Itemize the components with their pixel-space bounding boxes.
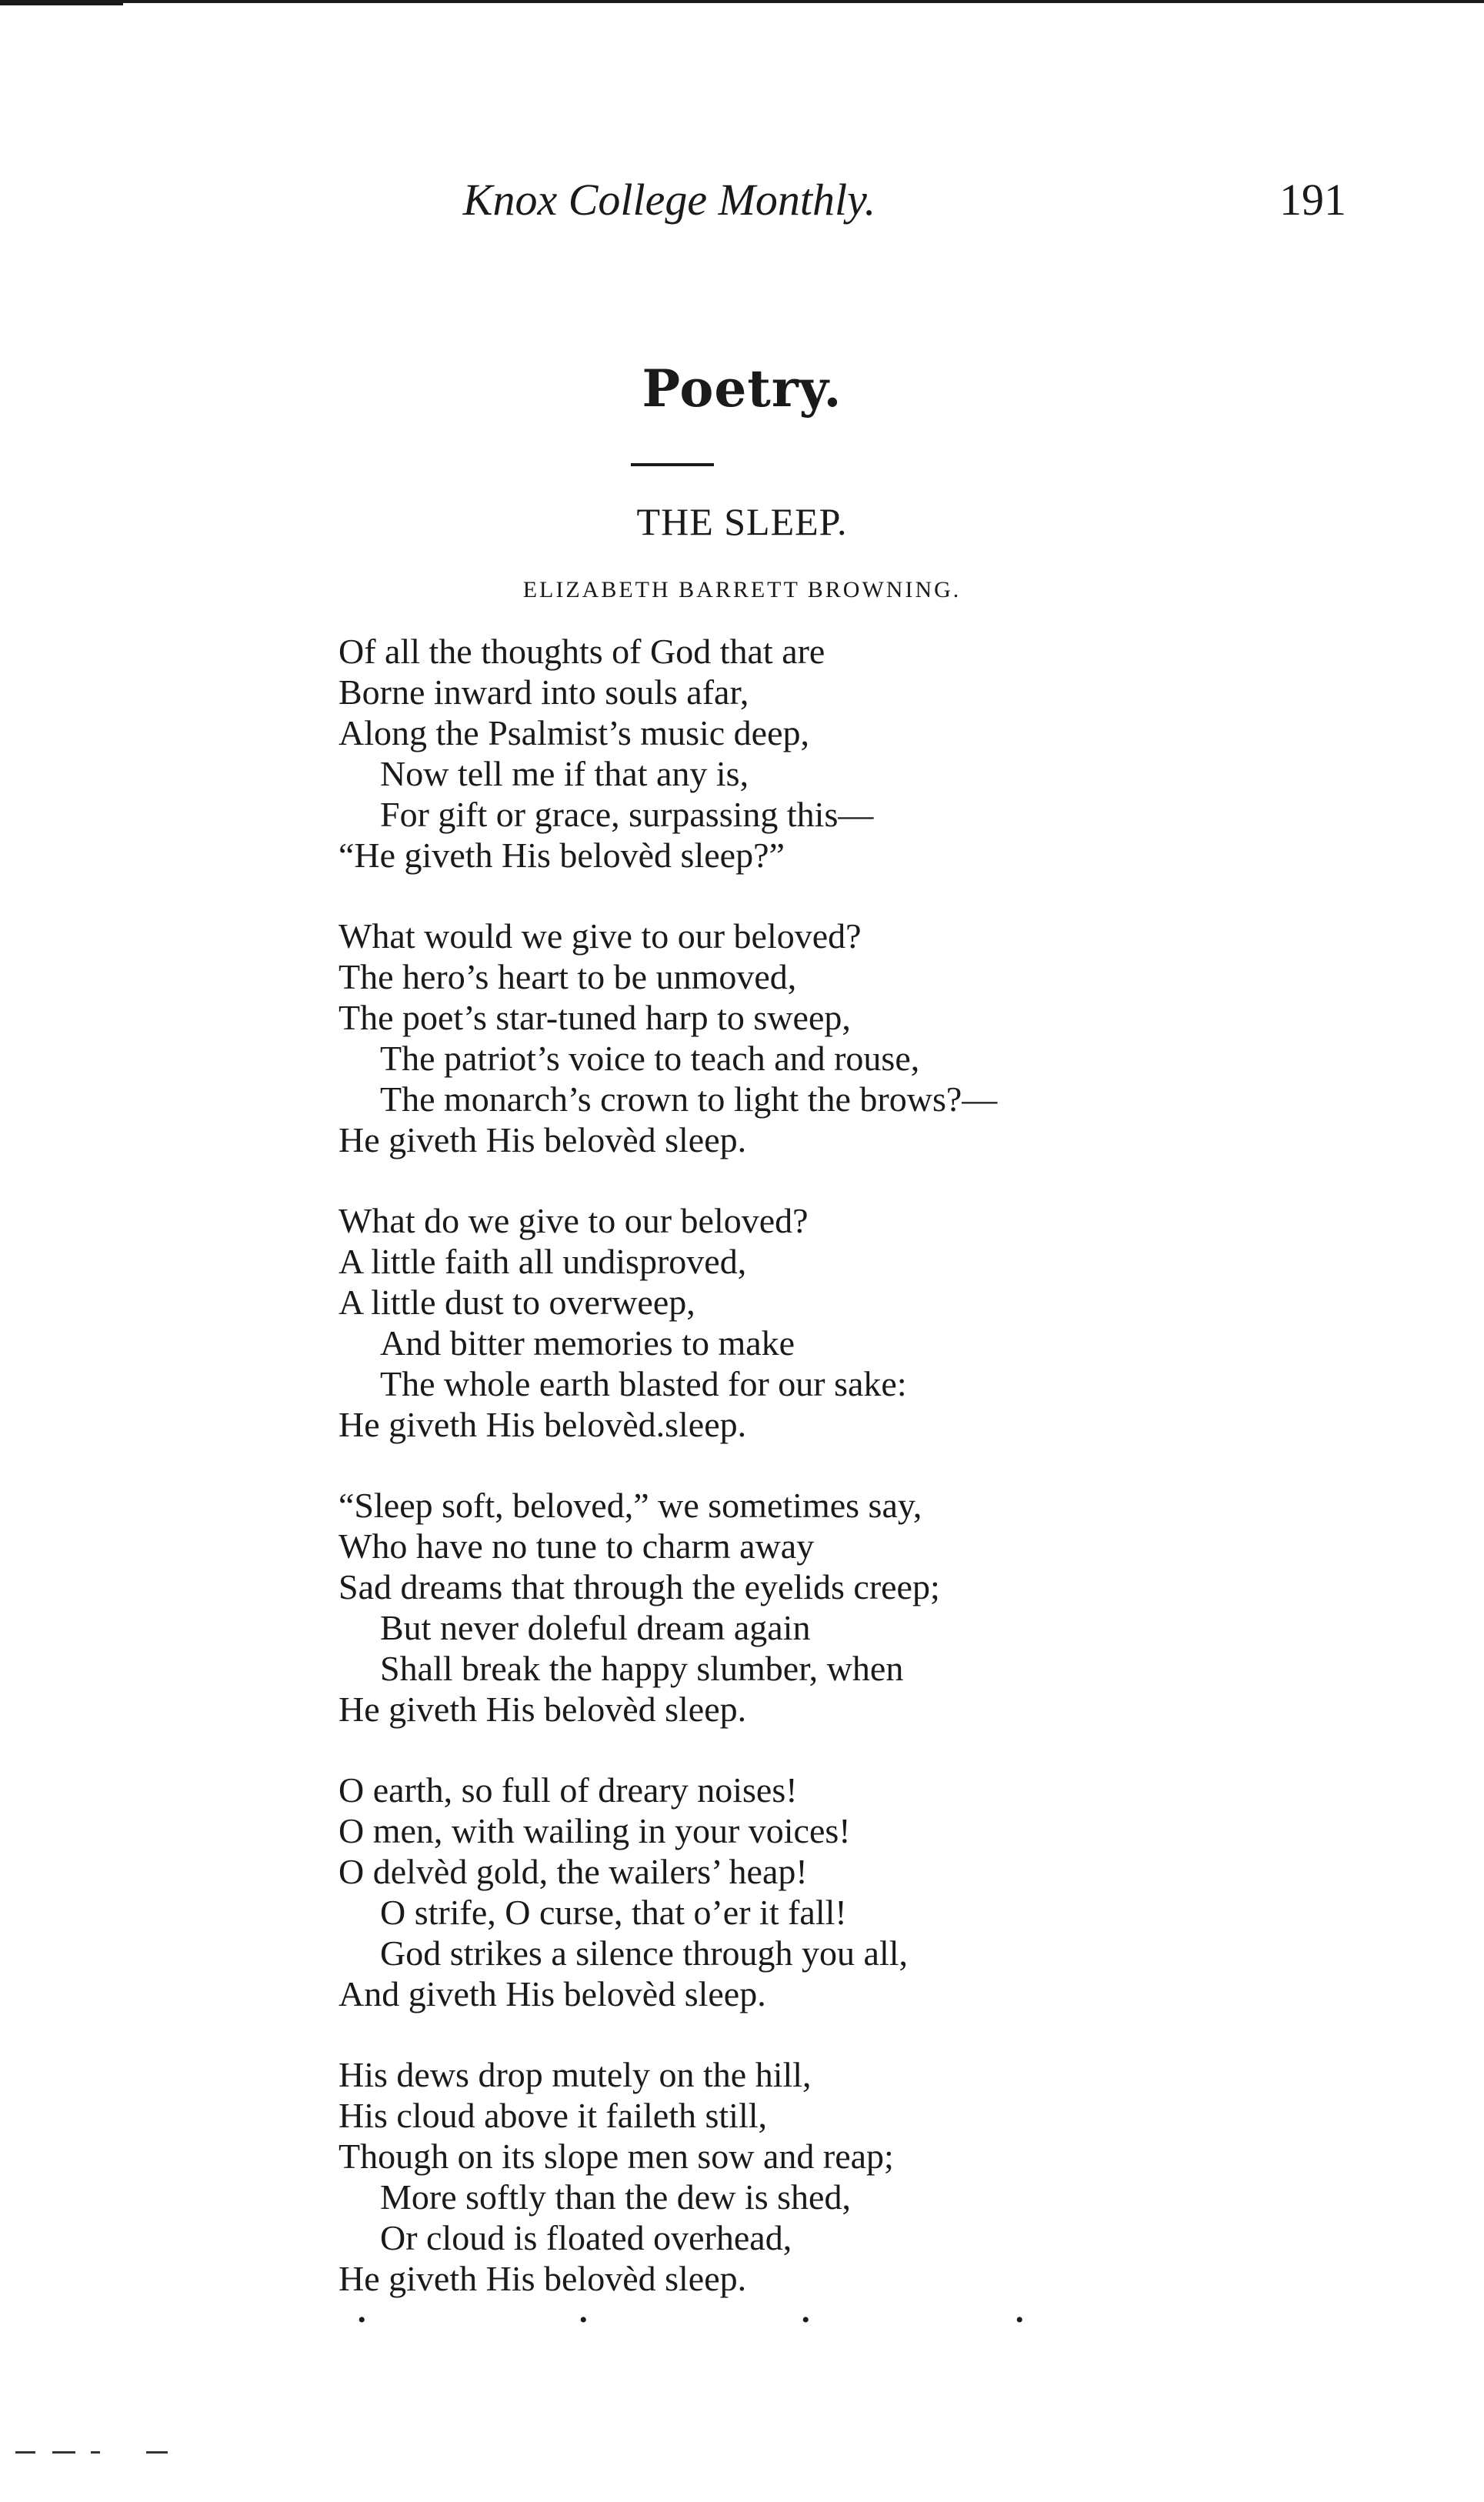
poem-line: Now tell me if that any is, [380,754,749,793]
poem-title: THE SLEEP. [636,500,848,543]
poem-line: The monarch’s crown to light the brows?— [380,1079,998,1119]
poem-line: O delvèd gold, the wailers’ heap! [338,1852,808,1891]
poem-line: Who have no tune to charm away [338,1526,815,1566]
poem-line: “He giveth His belovèd sleep?” [338,836,785,875]
stanza [338,631,1339,876]
poem-line: The patriot’s voice to teach and rouse, [380,1039,920,1078]
stanza [338,2054,1339,2299]
poem-body [338,631,1339,2339]
poem-line: A little dust to overweep, [338,1283,695,1322]
stanza [338,916,1339,1160]
scan-mark [15,2451,35,2454]
poem-line: He giveth His belovèd sleep. [338,2259,747,2298]
poem-line: O strife, O curse, that o’er it fall! [380,1893,847,1932]
page-number: 191 [1279,175,1346,225]
poem-line: More softly than the dew is shed, [380,2177,851,2217]
stanza [338,1770,1339,2014]
poem-line: Borne inward into souls afar, [338,672,749,712]
poem-line: And bitter memories to make [380,1323,795,1363]
poem-line: For gift or grace, surpassing this— [380,795,874,834]
poem-line: And giveth His belovèd sleep. [338,1974,766,2013]
poem-line: Shall break the happy slumber, when [380,1649,904,1688]
poem-line: He giveth His belovèd sleep. [338,1690,747,1729]
asterism: • [802,2307,810,2333]
poem-line: O men, with wailing in your voices! [338,1811,851,1850]
poem-line: Of all the thoughts of God that are [338,632,825,671]
asterisms [0,2305,1484,2336]
poem-line: The poet’s star-tuned harp to sweep, [338,998,851,1037]
poem-line: Along the Psalmist’s music deep, [338,713,810,752]
poem-line: What do we give to our beloved? [338,1201,809,1240]
scan-mark [146,2451,168,2454]
poem-line: He giveth His belovèd sleep. [338,1120,747,1159]
top-rule [0,0,1484,3]
poem-line: The hero’s heart to be unmoved, [338,957,797,996]
poem-line: His cloud above it faileth still, [338,2096,768,2135]
stanza [338,1200,1339,1445]
poem-line: The whole earth blasted for our sake: [380,1364,907,1403]
poem-line: Or cloud is floated overhead, [380,2218,792,2257]
asterism: • [579,2307,588,2333]
scan-mark [52,2451,75,2454]
poem-line: God strikes a silence through you all, [380,1933,909,1973]
asterism: • [358,2307,366,2333]
poem-line: O earth, so full of dreary noises! [338,1770,798,1810]
section-heading: Poetry. [642,359,842,419]
poem-line: He giveth His belovèd.sleep. [338,1405,747,1444]
scan-mark [91,2451,100,2454]
journal-title: Knox College Monthly. [462,175,876,225]
poem-line: “Sleep soft, beloved,” we sometimes say, [338,1486,922,1525]
poem-line: Sad dreams that through the eyelids creep; [338,1567,940,1606]
asterism: • [1015,2307,1024,2333]
scan-marks [15,2445,246,2460]
poem-line: What would we give to our beloved? [338,916,862,956]
poem-author: ELIZABETH BARRETT BROWNING. [522,577,962,602]
running-head [0,165,1484,235]
poem-line: His dews drop mutely on the hill, [338,2055,812,2094]
poem-line: Though on its slope men sow and reap; [338,2137,894,2176]
poem-line: A little faith all undisproved, [338,1242,747,1281]
poem-line: But never doleful dream again [380,1608,811,1647]
top-rule-edge [0,3,123,5]
stanza [338,1485,1339,1730]
heading-rule [631,463,714,466]
